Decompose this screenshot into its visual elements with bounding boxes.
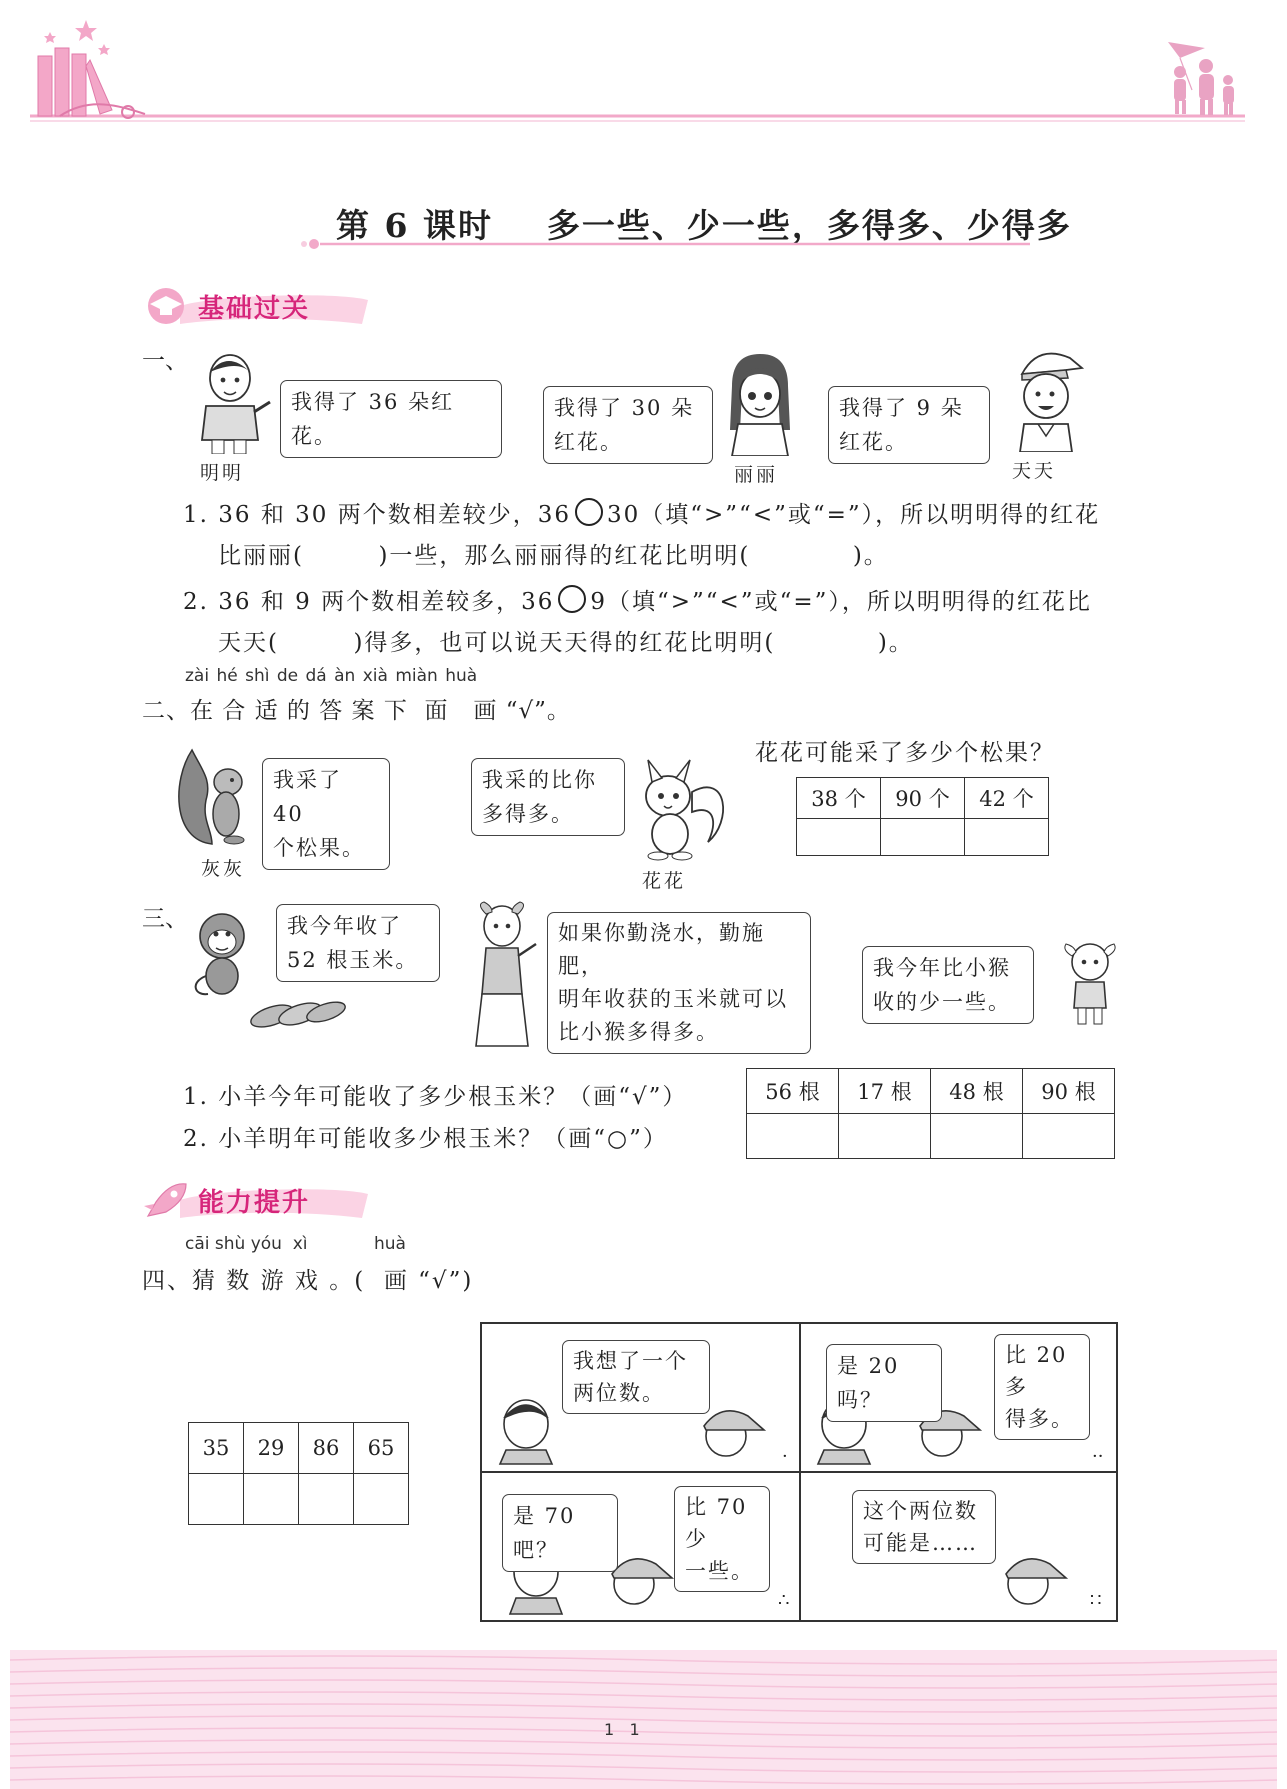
- q2-title: 二、在 合 适 的 答 案 下 面 画 “√”。: [142, 698, 571, 724]
- character-name: 花花: [642, 870, 687, 892]
- option-cell: 17 根: [839, 1069, 931, 1114]
- header-decoration: [0, 0, 1287, 140]
- q4-title: 四、猜 数 游 戏 。( 画 “√”): [142, 1268, 474, 1294]
- books-logo-icon: [38, 48, 145, 118]
- lamb-illustration: [1058, 936, 1122, 1026]
- option-cell: 38 个: [797, 778, 881, 819]
- character-name: 丽丽: [734, 464, 779, 486]
- speech-text: 我得了 30 朵: [554, 396, 695, 420]
- option-cell: 65: [354, 1423, 409, 1474]
- answer-cell[interactable]: [881, 819, 965, 856]
- q1-item2-line1: 2. 36 和 9 两个数相差较多，36 9（填“>”“<”或“=”），所以明明得的红花比: [183, 583, 1092, 616]
- speech-text: 我采的比你: [482, 768, 597, 792]
- option-cell: 56 根: [747, 1069, 839, 1114]
- speech-bubble: [852, 1490, 996, 1564]
- question-number: 三、: [142, 906, 188, 932]
- corn-illustration: [250, 990, 346, 1036]
- pinyin-annotation: huà: [374, 1234, 406, 1254]
- page-number: 1 1: [604, 1720, 640, 1739]
- panel-mark: ∴: [778, 1590, 790, 1611]
- section-label: 基础过关: [198, 294, 311, 324]
- q1-item1-line1: 1. 36 和 30 两个数相差较少，36 30（填“>”“<”或“=”），所以明明得的红花: [183, 496, 1100, 529]
- graduation-cap-icon: [148, 288, 184, 324]
- option-cell: 90 个: [881, 778, 965, 819]
- q1-item1-line2: 比丽丽( )一些，那么丽丽得的红花比明明( )。: [218, 543, 889, 569]
- panel-mark: ··: [1092, 1446, 1104, 1467]
- answer-cell[interactable]: [797, 819, 881, 856]
- answer-cell[interactable]: [747, 1114, 839, 1159]
- answer-cell[interactable]: [299, 1474, 354, 1525]
- speech-text: 明年收获的玉米就可以: [558, 987, 788, 1011]
- speech-text: 我今年比小猴: [873, 956, 1011, 980]
- footer-band: [10, 1650, 1277, 1789]
- boy-mingming-illustration: [190, 350, 272, 454]
- speech-bubble: [262, 758, 390, 870]
- speech-bubble: [674, 1486, 770, 1592]
- speech-text: 一些。: [685, 1559, 754, 1583]
- speech-text: 红花。: [839, 430, 908, 454]
- q1-item2-line2: 天天( )得多，也可以说天天得的红花比明明( )。: [218, 630, 914, 656]
- section-label: 能力提升: [198, 1188, 311, 1218]
- speech-text: 收的少一些。: [873, 990, 1011, 1014]
- section-badge-basic: [140, 286, 370, 326]
- panel-mark: ∷: [1090, 1590, 1102, 1611]
- speech-bubble: [862, 946, 1034, 1024]
- speech-text: 我得了 36 朵红花。: [291, 390, 455, 448]
- speech-text: 两位数。: [573, 1381, 665, 1405]
- speech-bubble: [280, 380, 502, 458]
- boy-tiantian-illustration: [1008, 344, 1084, 452]
- speech-text: 比 20 多: [1005, 1343, 1068, 1399]
- speech-text: 我今年收了: [287, 914, 402, 938]
- squirrel-huahua-illustration: [628, 752, 728, 862]
- answer-cell[interactable]: [839, 1114, 931, 1159]
- answer-cell[interactable]: [244, 1474, 299, 1525]
- answer-cell[interactable]: [1023, 1114, 1115, 1159]
- question-number: 一、: [142, 348, 188, 374]
- answer-table: [746, 1068, 1115, 1159]
- rocket-icon: [144, 1184, 186, 1216]
- goat-illustration: [466, 900, 538, 1052]
- speech-bubble: [502, 1494, 618, 1572]
- option-cell: 90 根: [1023, 1069, 1115, 1114]
- girl-lili-illustration: [718, 352, 802, 456]
- speech-text: 我得了 9 朵: [839, 396, 964, 420]
- speech-text: 如果你勤浇水，勤施肥，: [558, 921, 765, 978]
- answer-cell[interactable]: [931, 1114, 1023, 1159]
- answer-cell[interactable]: [965, 819, 1049, 856]
- answer-table: [796, 777, 1049, 856]
- children-kite-icon: [1168, 42, 1234, 115]
- speech-text: 我想了一个: [573, 1349, 688, 1373]
- speech-bubble: [562, 1340, 710, 1414]
- speech-text: 多得多。: [482, 802, 574, 826]
- panel-mark: ·: [782, 1446, 788, 1467]
- monkey-illustration: [188, 908, 256, 998]
- option-cell: 29: [244, 1423, 299, 1474]
- speech-bubble: [276, 904, 440, 982]
- speech-bubble: [547, 912, 811, 1054]
- speech-text: 得多。: [1005, 1407, 1074, 1431]
- speech-text: 52 根玉米。: [287, 948, 419, 972]
- q3-item1: 1. 小羊今年可能收了多少根玉米？（画“√”）: [183, 1084, 688, 1110]
- option-cell: 42 个: [965, 778, 1049, 819]
- speech-text: 红花。: [554, 430, 623, 454]
- option-cell: 48 根: [931, 1069, 1023, 1114]
- speech-bubble: [994, 1334, 1090, 1440]
- speech-text: 是 70 吧？: [513, 1504, 576, 1562]
- title-underline: [270, 236, 1030, 252]
- character-name: 明明: [200, 462, 245, 484]
- lesson-title: 第 6 课时 多一些、少一些，多得多、少得多: [336, 206, 1072, 245]
- speech-text: 是 20 吗？: [837, 1354, 900, 1412]
- option-cell: 86: [299, 1423, 354, 1474]
- squirrel-huihui-illustration: [172, 740, 252, 850]
- speech-text: 这个两位数: [863, 1499, 978, 1523]
- answer-cell[interactable]: [189, 1474, 244, 1525]
- speech-bubble: [828, 386, 990, 464]
- q2-question: 花花可能采了多少个松果？: [755, 740, 1055, 766]
- compare-circle-blank[interactable]: [575, 498, 603, 526]
- star-icon: [44, 20, 110, 55]
- answer-cell[interactable]: [354, 1474, 409, 1525]
- answer-table: [188, 1422, 409, 1525]
- speech-bubble: [543, 386, 713, 464]
- pinyin-annotation: cāi shù yóu xì: [185, 1234, 308, 1254]
- character-name: 灰灰: [201, 858, 246, 880]
- q3-item2: 2. 小羊明年可能收多少根玉米？（画“○”）: [183, 1126, 668, 1152]
- speech-text: 比 70 少: [685, 1495, 748, 1551]
- pinyin-annotation: zài hé shì de dá àn xià miàn huà: [185, 666, 478, 686]
- section-badge-advanced: [140, 1180, 370, 1220]
- speech-text: 比小猴多得多。: [558, 1020, 719, 1044]
- speech-text: 可能是……: [863, 1531, 978, 1555]
- speech-text: 个松果。: [273, 836, 365, 860]
- speech-bubble: [471, 758, 625, 836]
- speech-text: 我采了 40: [273, 768, 342, 826]
- speech-bubble: [826, 1344, 942, 1422]
- compare-circle-blank[interactable]: [558, 585, 586, 613]
- option-cell: 35: [189, 1423, 244, 1474]
- character-name: 天天: [1012, 460, 1057, 482]
- comic-strip: [480, 1322, 1118, 1622]
